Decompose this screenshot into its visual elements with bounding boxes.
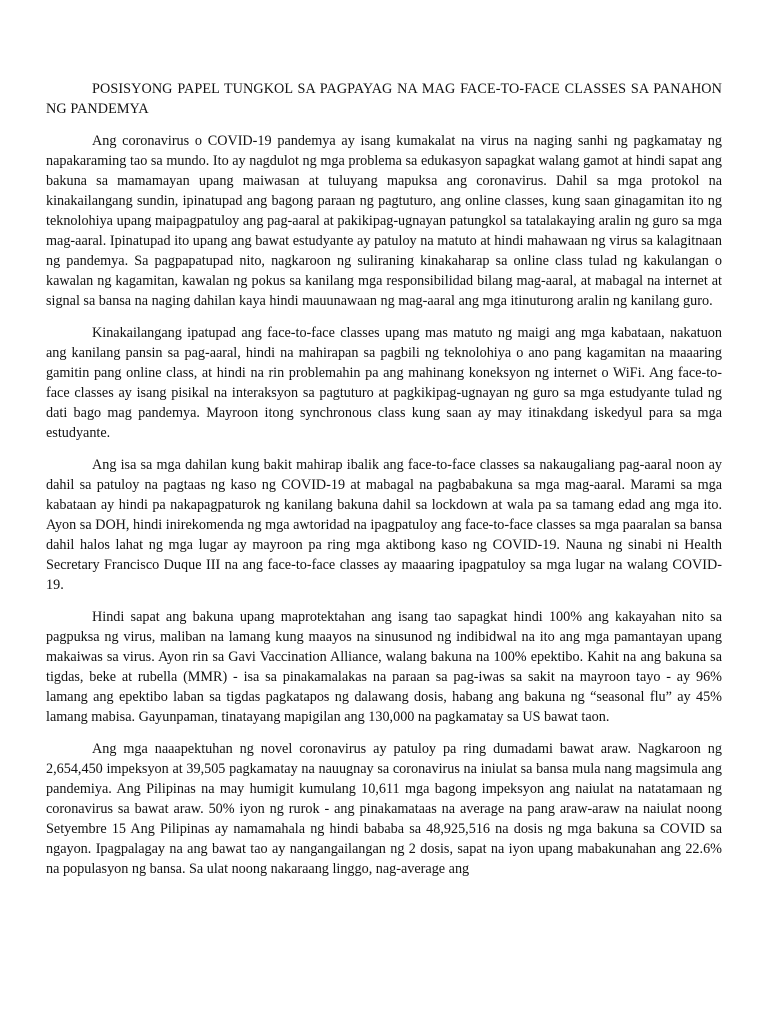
paragraph-1: Ang coronavirus o COVID-19 pandemya ay isang kumakalat na virus na naging sanhi ng pagkamatay ng napakaraming tao sa mundo. Ito ay nagdulot ng mga problema sa edukasyon sapagkat walang gamot at hindi sapat ang bakuna sa mamamayan upang maiwasan at tuluyang mapuksa ang coronavirus. Dahil sa mga protokol na kinakailangang sundin, ipinatupad ang bagong paraan ng pagtuturo, ang online classes, kung saan ginagamitan ito ng teknolohiya upang maipagpatuloy ang pag-aaral at pakikipag-ugnayan patungkol sa tatalakaying aralin ng guro sa mga mag-aaral. Ipinatupad ito upang ang bawat estudyante ay patuloy na matuto at hindi mahawaan ng virus sa kalagitnaan ng pandemya. Sa pagpapatupad nito, nagkaroon ng suliraning kinakaharap sa online class tulad ng kakulangan o kawalan ng kagamitan, kawalan ng pokus sa kanilang mga responsibilidad bilang mag-aaral, at mabagal na internet at signal sa bansa na naging dahilan kaya hindi mauunawaan ng mag-aaral ang mga itinuturong aralin ng kanilang guro.: [46, 133, 722, 309]
paragraph-4: Hindi sapat ang bakuna upang maprotektahan ang isang tao sapagkat hindi 100% ang kakayahan nito sa pagpuksa ng virus, maliban na lamang kung maayos na sinusunod ng indibidwal na ito ang mga pamantayan upang makaiwas sa virus. Ayon rin sa Gavi Vaccination Alliance, walang bakuna na 100% epektibo. Kahit na ang bakuna sa tigdas, beke at rubella (MMR) - isa sa pinakamalakas na paraan sa pag-iwas sa sakit na mayroon tayo - ay 96% lamang ang epektibo laban sa tigdas pagkatapos ng dalawang dosis, habang ang bakuna ng “seasonal flu” ay 45% lamang mabisa. Gayunpaman, tinatayang mapigilan ang 130,000 na pagkamatay sa US bawat taon.: [46, 609, 722, 725]
document-title: POSISYONG PAPEL TUNGKOL SA PAGPAYAG NA MAG FACE-TO-FACE CLASSES SA PANAHON NG PANDEMYA: [46, 81, 722, 117]
document-page: [46, 79, 722, 891]
paragraph-5: Ang mga naaapektuhan ng novel coronavirus ay patuloy pa ring dumadami bawat araw. Nagkaroon ng 2,654,450 impeksyon at 39,505 pagkamatay na nauugnay sa coronavirus na iniulat sa bansa mula nang magsimula ang pandemiya. Ang Pilipinas na may humigit kumulang 10,611 mga bagong impeksyon ang naiulat na natatamaan ng coronavirus sa bawat araw. 50% iyon ng rurok - ang pinakamataas na average na pang araw-araw na naiulat noong Setyembre 15 Ang Pilipinas ay namamahala ng hindi bababa sa 48,925,516 na dosis ng mga bakuna sa COVID sa ngayon. Ipagpalagay na ang bawat tao ay nangangailangan ng 2 dosis, sapat na iyon upang mabakunahan ang 22.6% na populasyon ng bansa. Sa ulat noong nakaraang linggo, nag-average ang: [46, 741, 722, 877]
paragraph-2: Kinakailangang ipatupad ang face-to-face classes upang mas matuto ng maigi ang mga kabataan, nakatuon ang kanilang pansin sa pag-aaral, hindi na mahirapan sa pagbili ng teknolohiya o ano pang kagamitan na maaaring gamitin pang online class, at hindi na rin problemahin pa ang mahinang koneksyon ng internet o WiFi. Ang face-to-face classes ay isang pisikal na interaksyon sa pagtuturo at pagkikipag-ugnayan ng guro sa mga estudyante tulad ng dati bago mag pandemya. Mayroon itong synchronous class kung saan ay may itinakdang iskedyul para sa mga estudyante.: [46, 325, 722, 441]
paragraph-3: Ang isa sa mga dahilan kung bakit mahirap ibalik ang face-to-face classes sa nakaugaliang pag-aaral noon ay dahil sa patuloy na pagtaas ng kaso ng COVID-19 at mabagal na pagbabakuna sa mga mag-aaral. Marami sa mga kabataan ay hindi pa nakapagpaturok ng kanilang bakuna dahil sa lockdown at wala pa sa tamang edad ang mga ito. Ayon sa DOH, hindi inirekomenda ng mga awtoridad na ipagpatuloy ang face-to-face classes sa mga paaralan sa bansa dahil halos lahat ng mga lugar ay mayroon pa ring mga aktibong kaso ng COVID-19. Nauna ng sinabi ni Health Secretary Francisco Duque III na ang face-to-face classes ay maaaring ipagpatuloy sa mga lugar na walang COVID-19.: [46, 457, 722, 593]
